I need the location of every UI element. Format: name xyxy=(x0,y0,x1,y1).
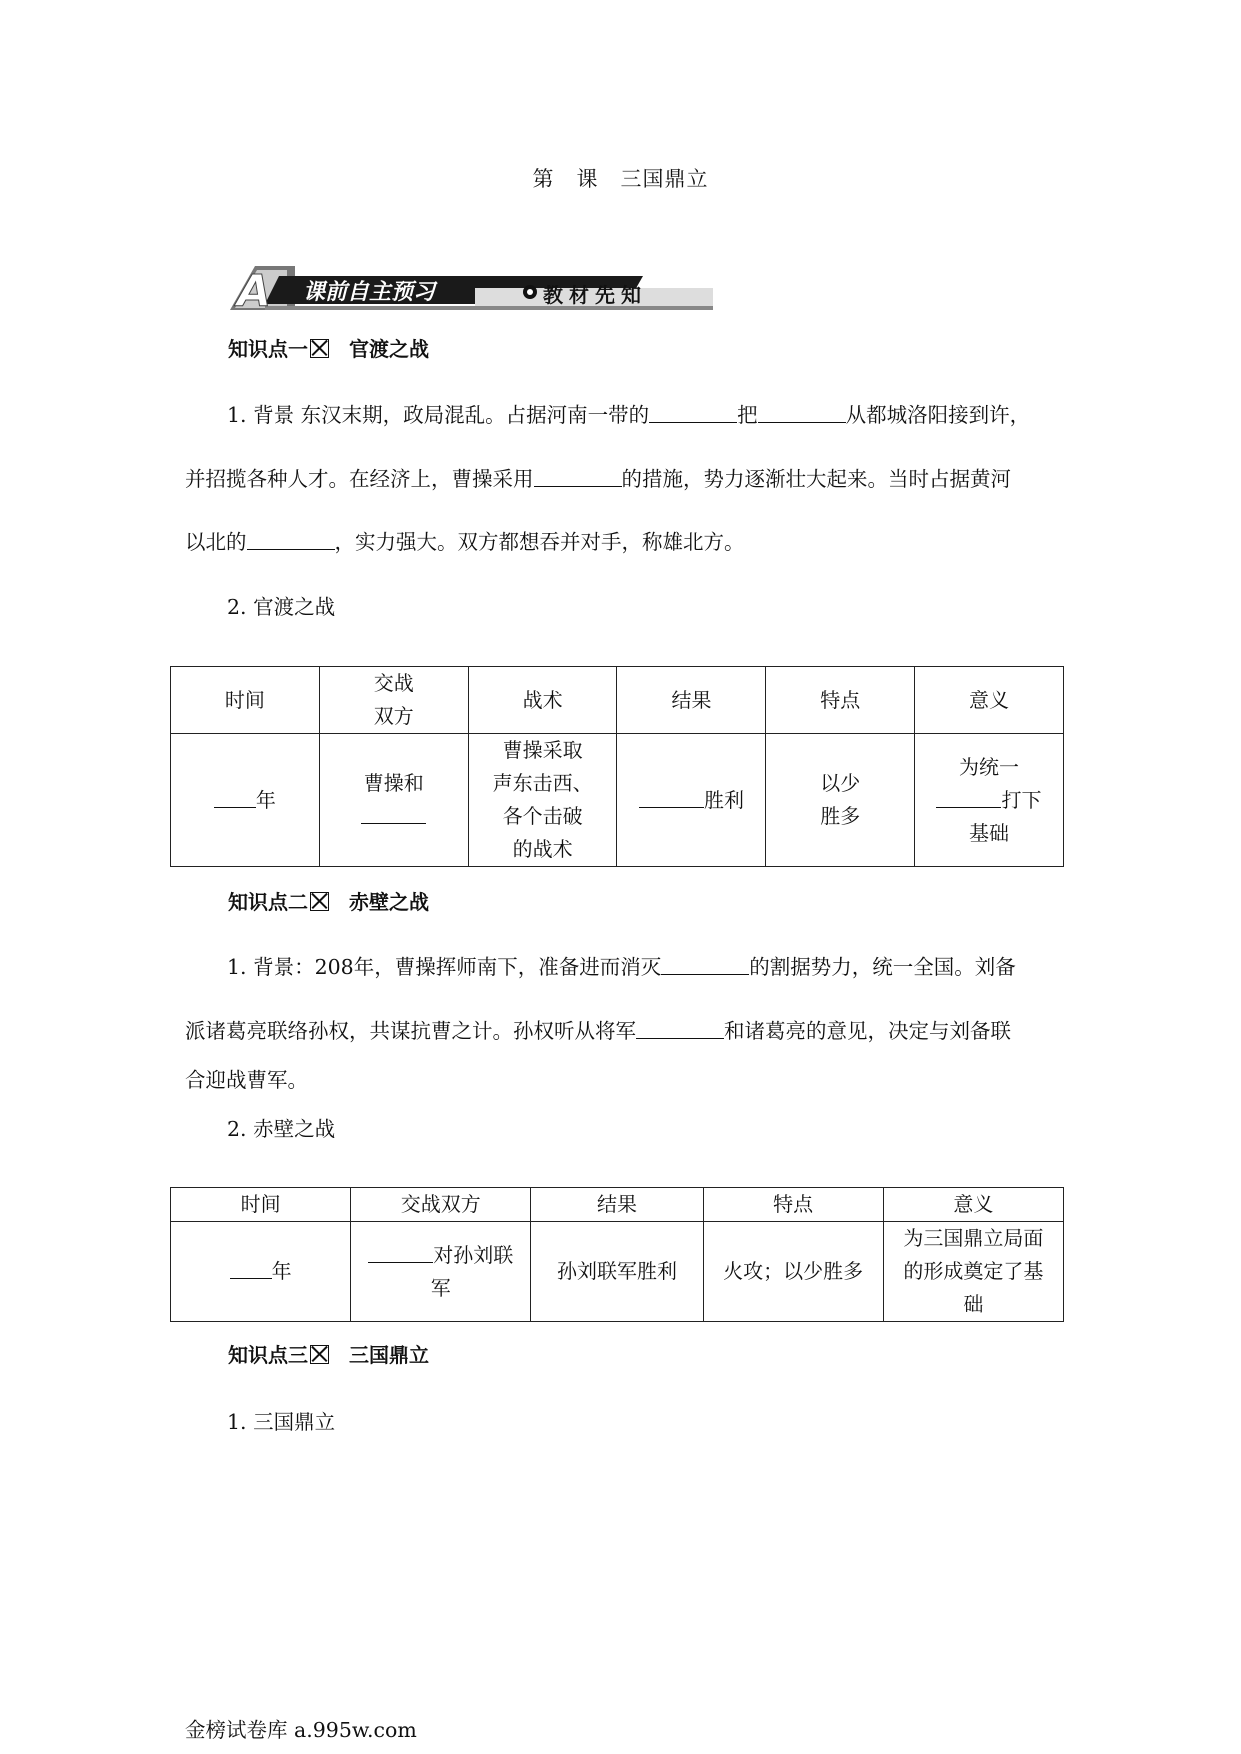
banner-letter: A xyxy=(237,266,272,314)
text-segment: 背景：208年，曹操挥师南下，准备进而消灭 xyxy=(253,955,662,979)
text-segment: 合迎战曹军。 xyxy=(185,1068,308,1092)
text-segment: 的措施，势力逐渐壮大起来。当时占据黄河 xyxy=(621,467,1011,491)
table-header-cell: 交战 双方 xyxy=(319,667,468,734)
table-header-cell: 时间 xyxy=(171,1188,351,1222)
table-header-cell: 战术 xyxy=(468,667,617,734)
text-segment: 的割据势力，统一全国。刘备 xyxy=(749,955,1016,979)
fill-blank[interactable] xyxy=(247,531,335,550)
item-number: 1. xyxy=(227,403,247,427)
cell-text: 胜利 xyxy=(703,787,744,812)
table-row xyxy=(171,734,1064,867)
table-header-cell: 意义 xyxy=(883,1188,1063,1222)
kp2-subheading-2 xyxy=(185,1112,1107,1142)
table-cell-significance: 为三国鼎立局面 的形成奠定了基 础 xyxy=(883,1222,1063,1322)
fill-blank[interactable] xyxy=(661,956,749,975)
page-title: 第 课 三国鼎立 xyxy=(532,167,709,191)
table-cell-tactic: 曹操采取 声东击西、 各个击破 的战术 xyxy=(468,734,617,867)
section-banner xyxy=(225,262,715,314)
text-segment: 把 xyxy=(737,403,758,427)
text-segment: 官渡之战 xyxy=(253,595,336,619)
kp1-subheading-2 xyxy=(185,590,1107,620)
checkbox-icon xyxy=(310,1345,329,1364)
table-header-cell: 时间 xyxy=(171,667,320,734)
cell-text: 曹操和 xyxy=(363,771,424,795)
table-cell-sides xyxy=(319,734,468,867)
cell-text: 对孙刘联 xyxy=(433,1242,514,1267)
kp1-background-line2 xyxy=(185,462,1065,492)
item-number: 2. xyxy=(227,1117,247,1141)
knowledge-point-1-heading xyxy=(228,333,429,362)
text-segment: 以北的 xyxy=(185,530,247,554)
kp3-title: 三国鼎立 xyxy=(349,1343,429,1367)
text-segment: 东汉末期，政局混乱。占据河南一带的 xyxy=(300,403,650,427)
checkbox-icon xyxy=(310,892,329,911)
guandu-table xyxy=(170,666,1064,867)
banner-main-text: 课前自主预习 xyxy=(303,280,436,305)
table-cell-year xyxy=(171,734,320,867)
item-number: 2. xyxy=(227,595,247,619)
table-header-row xyxy=(171,1188,1064,1222)
fill-blank[interactable] xyxy=(361,805,426,824)
text-segment: 背景 xyxy=(253,403,295,427)
checkbox-icon xyxy=(310,339,329,358)
fill-blank[interactable] xyxy=(639,789,704,808)
kp2-background-line1 xyxy=(185,950,1107,980)
item-number: 1. xyxy=(227,955,247,979)
kp1-background-line3 xyxy=(185,525,1065,555)
cell-text: 军 xyxy=(430,1275,451,1300)
fill-blank[interactable] xyxy=(636,1020,724,1039)
cell-text: 基础 xyxy=(968,820,1009,845)
chibi-table xyxy=(170,1187,1064,1322)
kp1-label: 知识点一 xyxy=(228,337,308,361)
table-header-cell: 意义 xyxy=(914,667,1063,734)
table-header-cell: 交战双方 xyxy=(351,1188,531,1222)
fill-blank[interactable] xyxy=(534,468,622,487)
cell-text: 为统一 xyxy=(958,754,1019,779)
text-segment: 和诸葛亮的意见，决定与刘备联 xyxy=(724,1019,1011,1043)
kp2-background-line3 xyxy=(185,1063,1065,1093)
kp3-subheading-1 xyxy=(185,1405,1107,1435)
text-segment: ，实力强大。双方都想吞并对手，称雄北方。 xyxy=(334,530,745,554)
kp1-background-line1 xyxy=(185,398,1107,428)
knowledge-point-2-heading xyxy=(228,886,429,915)
table-cell-result xyxy=(617,734,766,867)
table-cell-feature: 以少 胜多 xyxy=(766,734,914,867)
cell-text: 年 xyxy=(255,787,276,812)
table-header-cell: 特点 xyxy=(703,1188,883,1222)
knowledge-point-3-heading xyxy=(228,1339,429,1368)
table-header-cell: 特点 xyxy=(766,667,914,734)
fill-blank[interactable] xyxy=(230,1260,272,1279)
fill-blank[interactable] xyxy=(649,404,737,423)
text-segment: 从都城洛阳接到许， xyxy=(845,403,1031,427)
fill-blank[interactable] xyxy=(368,1244,433,1263)
table-cell-result: 孙刘联军胜利 xyxy=(531,1222,703,1322)
table-cell-significance xyxy=(914,734,1063,867)
text-segment: 赤壁之战 xyxy=(253,1117,336,1141)
table-header-row xyxy=(171,667,1064,734)
fill-blank[interactable] xyxy=(936,789,1001,808)
item-number: 1. xyxy=(227,1410,247,1434)
cell-text: 打下 xyxy=(1001,787,1042,812)
table-header-cell: 结果 xyxy=(617,667,766,734)
kp1-title: 官渡之战 xyxy=(349,337,429,361)
fill-blank[interactable] xyxy=(214,789,256,808)
text-segment: 三国鼎立 xyxy=(253,1410,336,1434)
table-cell-sides xyxy=(351,1222,531,1322)
kp2-title: 赤壁之战 xyxy=(349,890,429,914)
text-segment: 派诸葛亮联络孙权，共谋抗曹之计。孙权听从将军 xyxy=(185,1019,636,1043)
table-cell-year xyxy=(171,1222,351,1322)
cell-text: 年 xyxy=(271,1259,292,1283)
text-segment: 并招揽各种人才。在经济上，曹操采用 xyxy=(185,467,534,491)
banner-sub-text: 教材先知 xyxy=(543,283,647,307)
kp2-background-line2 xyxy=(185,1014,1065,1044)
footer-watermark[interactable]: 金榜试卷库 a.995w.com xyxy=(185,1718,417,1742)
table-row xyxy=(171,1222,1064,1322)
fill-blank[interactable] xyxy=(758,404,846,423)
table-header-cell: 结果 xyxy=(531,1188,703,1222)
kp2-label: 知识点二 xyxy=(228,890,308,914)
kp3-label: 知识点三 xyxy=(228,1343,308,1367)
table-cell-feature: 火攻；以少胜多 xyxy=(703,1222,883,1322)
